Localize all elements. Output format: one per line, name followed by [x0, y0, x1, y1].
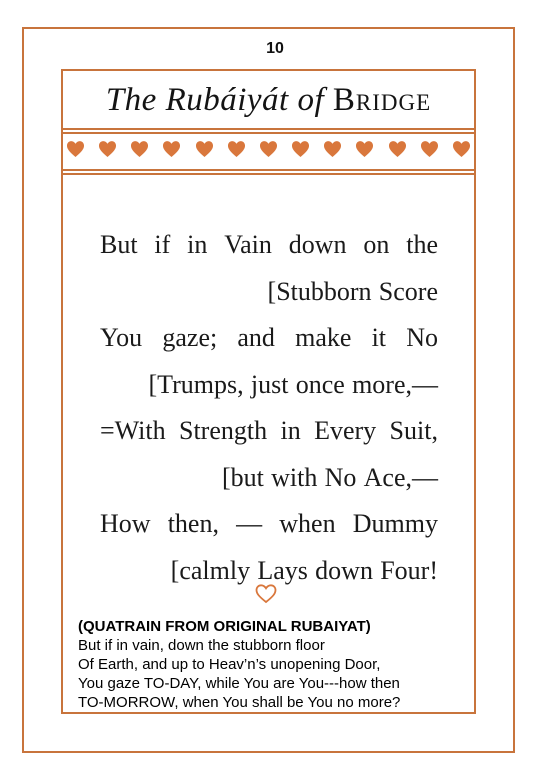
verse-word: [but — [221, 462, 264, 492]
verse-word: [calmly — [170, 555, 251, 585]
verse-word: Suit, — [389, 416, 438, 445]
page-number: 10 — [266, 40, 284, 57]
verse-word: just — [250, 369, 289, 399]
verse-line — [100, 455, 438, 502]
verse-word: down — [315, 555, 373, 585]
heart-icon — [98, 140, 117, 158]
verse-word: No — [406, 323, 438, 352]
heart-icon — [355, 140, 374, 158]
heart-icon — [162, 140, 181, 158]
verse-word: You — [100, 323, 143, 352]
title-suffix: Bridge — [332, 82, 432, 118]
heart-icon — [420, 140, 439, 158]
verse-word: down — [288, 230, 347, 259]
verse-word: How — [100, 509, 151, 538]
title-underline-rule-2 — [61, 132, 476, 134]
original-line-1: But if in vain, down the stubborn floor — [78, 637, 325, 654]
verse-word: make — [295, 323, 352, 352]
verse-word: gaze; — [162, 323, 218, 352]
verse-word: =With — [100, 416, 166, 445]
original-line-2: Of Earth, and up to Heav’n’s unopening Door, — [78, 656, 381, 673]
verse-line — [100, 269, 438, 316]
heart-icon — [195, 140, 214, 158]
book-title — [61, 82, 476, 119]
verse-word: No — [324, 462, 357, 492]
verse-word: Strength — [178, 416, 268, 445]
original-line-4: TO-MORROW, when You shall be You no more? — [78, 694, 401, 711]
verse-line — [100, 362, 438, 409]
verse-word: when — [279, 509, 336, 538]
verse-word: once — [295, 369, 345, 399]
original-heading: (QUATRAIN FROM ORIGINAL RUBAIYAT) — [78, 618, 371, 635]
verse-word: [Trumps, — [148, 369, 244, 399]
verse-word: it — [371, 323, 387, 352]
hearts-bottom-rule-2 — [61, 173, 476, 175]
verse-word: in — [280, 416, 301, 445]
verse-word: then, — [167, 509, 219, 538]
verse-word: Ace,— — [363, 462, 438, 492]
heart-icon — [130, 140, 149, 158]
verse-word: Four! — [380, 555, 438, 585]
verse-line — [100, 315, 438, 362]
verse-word: [Stubborn — [267, 276, 372, 306]
verse-word: if — [154, 230, 171, 259]
verse-line — [100, 408, 438, 455]
original-line-3: You gaze TO-DAY, while You are You---how then — [78, 675, 400, 692]
verse-word: on — [363, 230, 390, 259]
heart-icon — [388, 140, 407, 158]
verse-word: Vain — [224, 230, 272, 259]
verse-word: in — [187, 230, 208, 259]
heart-icon — [291, 140, 310, 158]
heart-icon — [452, 140, 471, 158]
verse-word: more,— — [352, 369, 438, 399]
verse-word: and — [237, 323, 275, 352]
verse-word: — — [236, 509, 263, 538]
verse-word: Dummy — [352, 509, 438, 538]
title-prefix: The Rubáiyát of — [105, 82, 325, 118]
title-underline-rule — [61, 128, 476, 130]
heart-icon — [227, 140, 246, 158]
outline-heart-icon — [255, 583, 277, 605]
verse-word: Lays — [257, 555, 308, 585]
verse-word: Every — [314, 416, 377, 445]
heart-icon — [323, 140, 342, 158]
verse-line — [100, 222, 438, 269]
verse-word: with — [271, 462, 318, 492]
heart-icon — [259, 140, 278, 158]
hearts-bottom-rule — [61, 169, 476, 171]
verse-word: the — [406, 230, 438, 259]
hearts-ornament-row — [66, 140, 471, 158]
original-quatrain — [78, 617, 400, 712]
verse-word: But — [100, 230, 138, 259]
heart-icon — [66, 140, 85, 158]
verse-word: Score — [378, 276, 438, 306]
verse-quatrain — [100, 222, 438, 594]
verse-line — [100, 501, 438, 548]
